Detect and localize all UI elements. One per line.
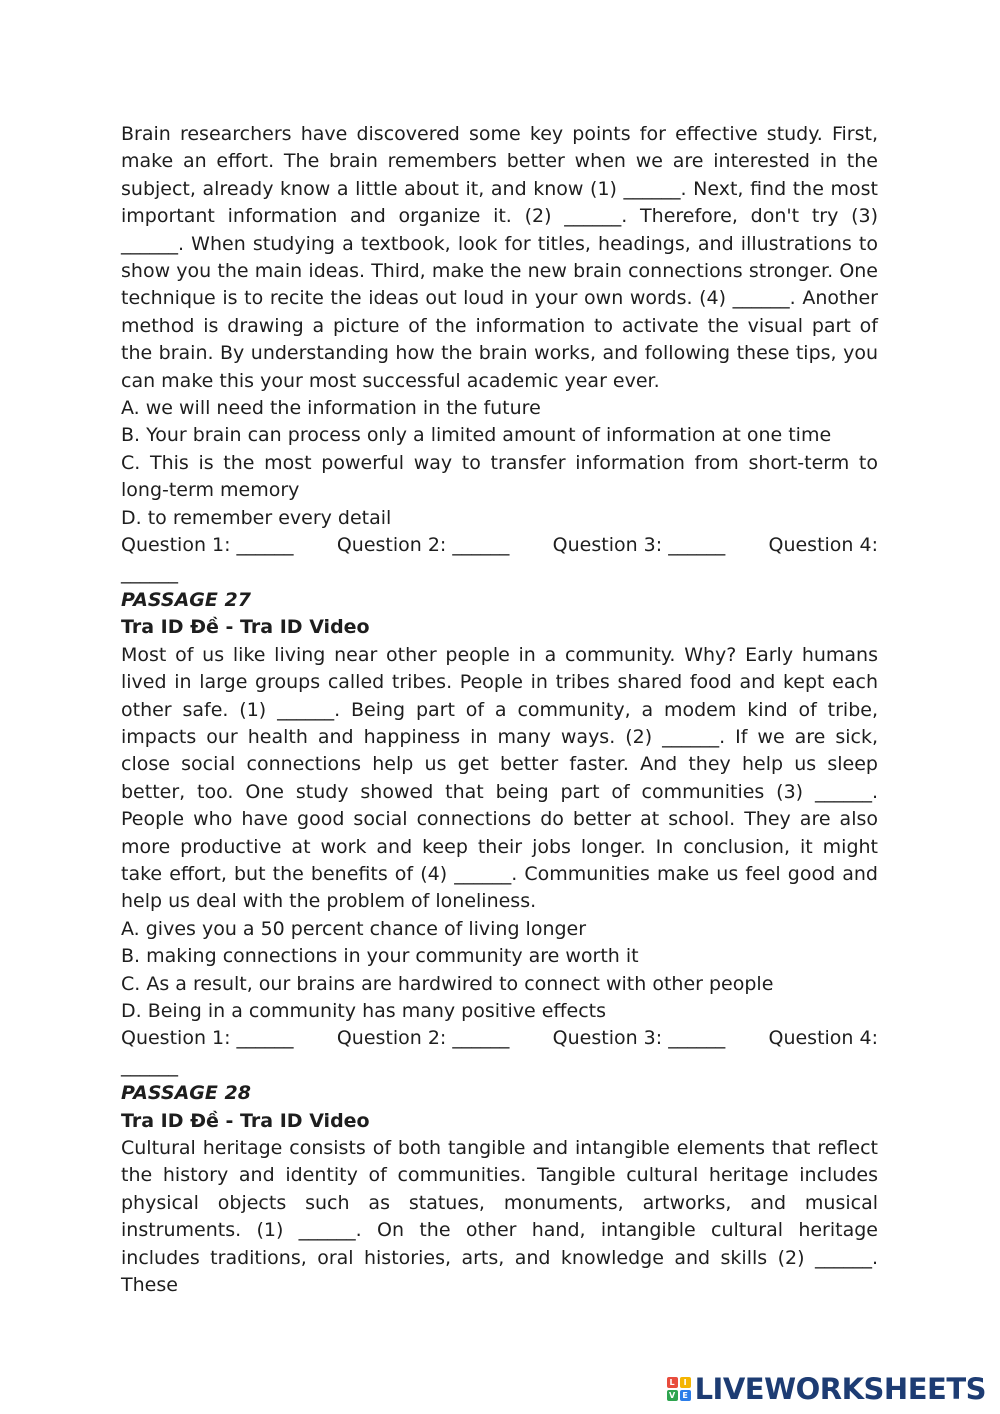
logo-mark-e: E (680, 1390, 691, 1401)
passage-26-question-4-blank[interactable]: ______ (121, 561, 178, 584)
passage-27-text: Most of us like living near other people in a community. Why? Early humans lived in large groups called tribes. People in tribes shared food and kept each other safe. (1) ______. Being part of a community, a modem kind of tribe, impacts our health and happiness in many ways. (2) ______. If we are sick, close social connections help us get better faster. And they help us sleep better, too. One study showed that being part of communities (3) ______. People who have good social connections do better at school. They are also more productive at work and keep their jobs longer. In conclusion, it might take effort, but the benefits of (4) ______. Communities make us feel good and help us deal with the problem of loneliness. (121, 643, 878, 913)
passage-27-question-4[interactable]: Question 4: (768, 1027, 878, 1050)
passage-27-option-d: D. Being in a community has many positive effects (121, 1000, 607, 1022)
passage-27-title: PASSAGE 27 (121, 588, 251, 611)
passage-26-option-a: A. we will need the information in the future (121, 397, 541, 420)
passage-28-title: PASSAGE 28 (121, 1082, 251, 1105)
liveworksheets-logo (667, 1372, 986, 1406)
passage-27-lookup: Tra ID Đề - Tra ID Video (121, 616, 370, 639)
passage-27-question-3[interactable]: Question 3: ______ (552, 1027, 726, 1050)
passage-27-question-2[interactable]: Question 2: ______ (336, 1027, 510, 1050)
passage-26-option-c: C. This is the most powerful way to transfer information from short-term to long-term memory (121, 451, 878, 502)
passage-27-question-1[interactable]: Question 1: ______ (121, 1027, 294, 1050)
logo-mark-v: V (667, 1390, 678, 1401)
worksheet-page (121, 121, 878, 1299)
passage-27-question-4-blank[interactable]: ______ (121, 1054, 178, 1077)
passage-26-text: Brain researchers have discovered some key points for effective study. First, make an effort. The brain remembers better when we are interested in the subject, already know a little about it, and know (1) ______. Next, find the most important information and organize it. (2) ______. Therefore, don't try (3) ______. When studying a textbook, look for titles, headings, and illustrations to show you the main ideas. Third, make the new brain connections stronger. One technique is to recite the ideas out loud in your own words. (4) ______. Another method is drawing a picture of the information to activate the visual part of the brain. By understanding how the brain works, and following these tips, you can make this your most successful academic year ever. (121, 123, 878, 392)
passage-27-option-b: B. making connections in your community are worth it (121, 945, 639, 968)
passage-26-question-row (121, 532, 878, 559)
passage-26-option-b: B. Your brain can process only a limited amount of information at one time (121, 424, 832, 447)
passage-28-lookup: Tra ID Đề - Tra ID Video (121, 1109, 370, 1132)
logo-mark-i: I (680, 1377, 691, 1388)
passage-26-question-3[interactable]: Question 3: ______ (552, 534, 726, 557)
liveworksheets-wordmark: LIVEWORKSHEETS (694, 1372, 986, 1406)
passage-26-option-d: D. to remember every detail (121, 506, 392, 529)
passage-26-question-4[interactable]: Question 4: (768, 534, 878, 557)
passage-26-question-1[interactable]: Question 1: ______ (121, 534, 294, 557)
passage-28-text: Cultural heritage consists of both tangible and intangible elements that reflect the history and identity of communities. Tangible cultural heritage includes physical objects such as statues, monuments, artworks, and musical instruments. (1) ______. On the other hand, intangible cultural heritage includes traditions, oral histories, arts, and knowledge and skills (2) ______. These (121, 1137, 878, 1297)
logo-mark-l: L (667, 1377, 678, 1388)
liveworksheets-mark-icon (667, 1377, 691, 1401)
passage-27-option-a: A. gives you a 50 percent chance of living longer (121, 917, 587, 940)
passage-27-question-row (121, 1025, 878, 1052)
passage-26-question-2[interactable]: Question 2: ______ (336, 534, 510, 557)
passage-27-option-c: C. As a result, our brains are hardwired to connect with other people (121, 972, 774, 995)
